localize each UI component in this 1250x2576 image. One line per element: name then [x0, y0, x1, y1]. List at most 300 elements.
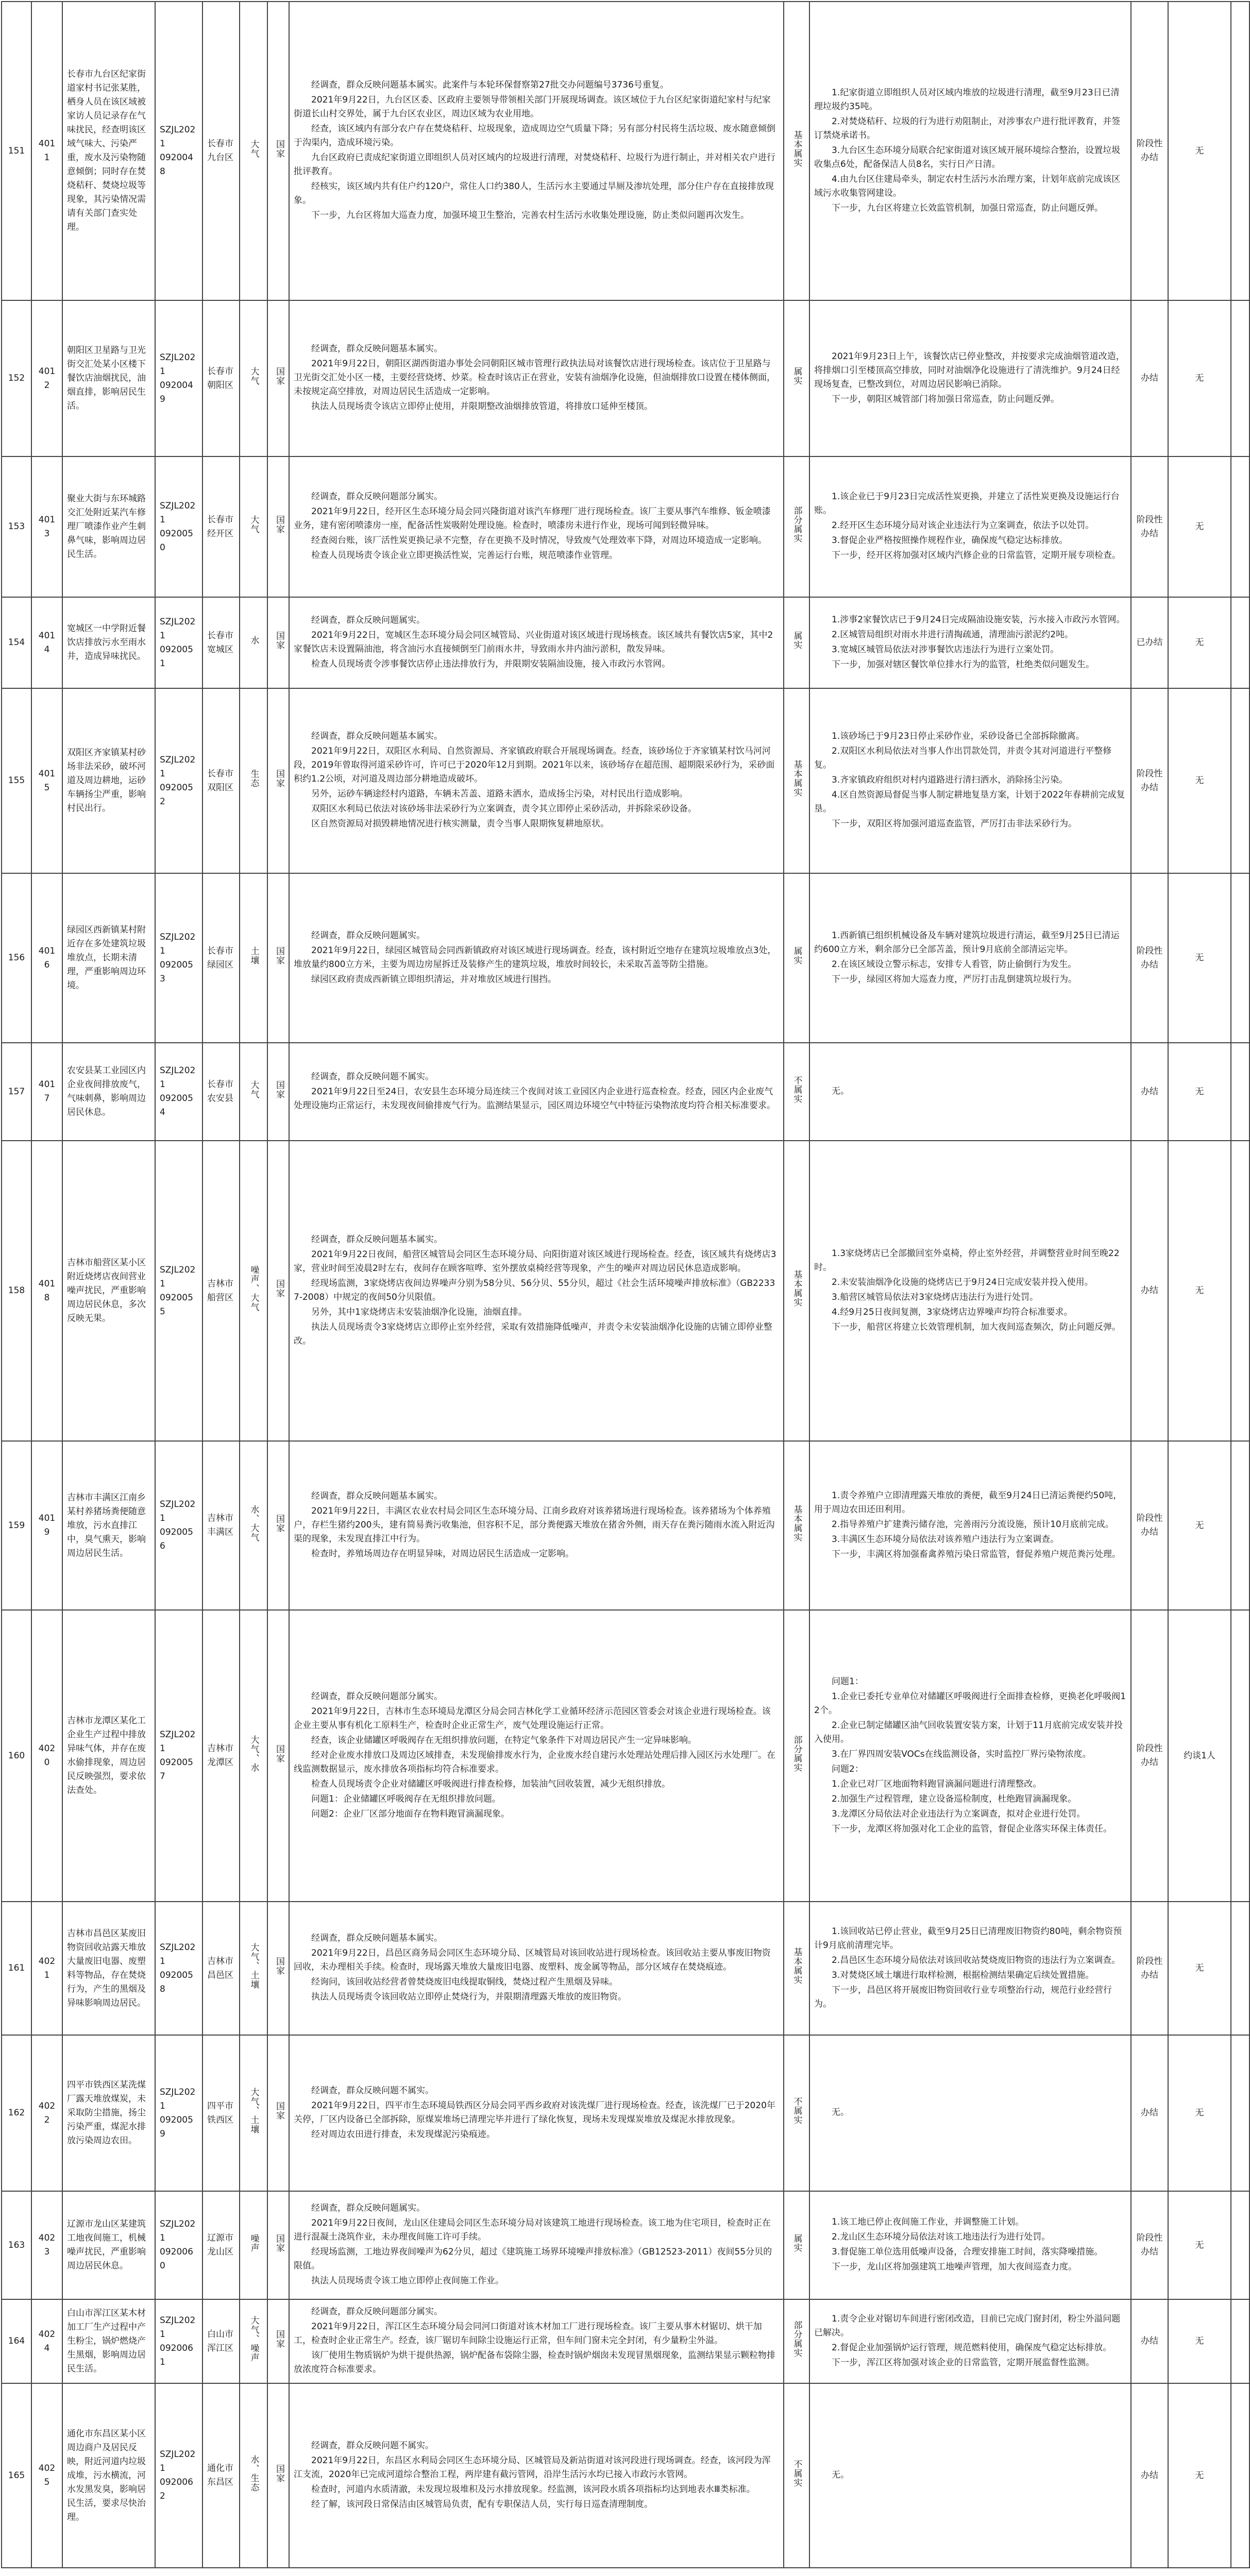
- investigation-text-paragraph: 问题1：企业储罐区呼吸阀存在无组织排放问题。: [311, 1793, 501, 1804]
- investigation-text-paragraph: 经询问，该回收站经营者曾焚烧废旧电线提取铜线，焚烧过程产生黑烟及异味。: [311, 1977, 618, 1987]
- handling-measures-paragraph: 2.对焚烧秸秆、垃圾的行为进行劝阻制止，对涉事农户进行批评教育，并签订禁烧承诺书。: [814, 116, 1121, 141]
- handling-measures-paragraph: 1.该企业已于9月23日完成活性炭更换，并建立了活性炭更换及设施运行台账。: [814, 492, 1120, 516]
- investigation-text-paragraph: 经调查，群众反映问题不属实。: [311, 2085, 434, 2096]
- handling-measures-paragraph: 3.对焚烧区域土壤进行取样检测，根据检测结果确定后续处置措施。: [832, 1970, 1094, 1980]
- pollution-category: [240, 688, 267, 873]
- blank-cell: [1231, 873, 1249, 1043]
- complaint-id: 4012: [31, 300, 62, 456]
- complaint-location: 双阳区齐家镇某村砂场非法采砂，破坏河道及周边耕地，运砂车辆扬尘严重，影响村民出行。: [62, 688, 155, 873]
- handling-measures-paragraph: 无。: [832, 2107, 849, 2117]
- handling-measures-paragraph: 下一步，加强对辖区餐饮单位排水行为的监管，杜绝类似问题发生。: [832, 659, 1094, 670]
- investigation-text-paragraph: 双阳区水利局已依法对该砂场非法采砂行为立案调查，责令其立即停止采砂活动，并拆除采砂设备。: [311, 804, 697, 814]
- verification-result-text: 不属实: [791, 2097, 802, 2125]
- handling-measures-paragraph: 3.九台区生态环境分局联合纪家街道对该区域开展环境综合整治，设置垃圾收集点6处，配备保洁人员8名，实行日产日清。: [814, 145, 1121, 170]
- verification-result: [784, 873, 809, 1043]
- investigation-text: [289, 2383, 784, 2568]
- investigation-text-paragraph: 经调查，群众反映问题基本属实。: [311, 1933, 443, 1943]
- verification-result: [784, 2299, 809, 2383]
- handling-measures: [809, 688, 1131, 873]
- handling-measures-paragraph: 1.该砂场已于9月23日停止采砂作业，采砂设备已全部拆除撤离。: [832, 731, 1085, 741]
- investigation-text: [289, 873, 784, 1043]
- accountability: 无: [1168, 300, 1231, 456]
- investigation-text-paragraph: 该厂使用生物质锅炉为烘干提供热源，锅炉配备布袋除尘器，检查时锅炉烟囱未发现冒黑烟现象，监测结果显示颗粒物排放浓度符合标准要求。: [294, 2350, 775, 2375]
- investigation-text-paragraph: 2021年9月22日，昌邑区商务局会同区生态环境分局、区城管局对该回收站进行现场检查。该回收站主要从事废旧物资回收，未办理相关手续。检查时，现场露天堆放大量废旧电器、废塑料、废金属等物品，部分区域存在焚烧痕迹。: [294, 1948, 771, 1972]
- handling-measures: [809, 873, 1131, 1043]
- investigation-text-paragraph: 2021年9月22日，双阳区水利局、自然资源局、齐家镇政府联合开展现场调查。经查，该砂场位于齐家镇某村饮马河河段，2019年曾取得河道采砂许可，许可已于2020年12月到期。2021年以来，该砂场存在超范围、超期限采砂行为，采砂面积约1.2公顷，对河道及周边部分耕地造成破坏。: [294, 746, 775, 784]
- verification-result-text: 不属实: [791, 1075, 802, 1104]
- investigation-text-paragraph: 2021年9月22日，宽城区生态环境分局会同区城管局、兴业街道对该区域进行现场核查。该区域共有餐饮店5家，其中2家餐饮店未设置隔油池，将含油污水直接倾倒至门前雨水井，导致雨水井内油污淤积，散发异味。: [294, 630, 773, 654]
- handling-status: 阶段性办结: [1131, 2, 1168, 300]
- investigation-text-paragraph: 经调查，群众反映问题不属实。: [311, 1071, 434, 1082]
- complaint-location: 白山市浑江区某木材加工厂生产过程中产生粉尘，锅炉燃烧产生黑烟，影响周边居民生活。: [62, 2299, 155, 2383]
- investigation-text-paragraph: 执法人员现场责令3家烧烤店立即停止室外经营，采取有效措施降低噪声，并责令未安装油烟净化设施的店铺立即停业整改。: [294, 1321, 772, 1346]
- handling-measures-paragraph: 下一步，船营区将建立长效管理机制，加大夜间巡查频次，防止问题反弹。: [832, 1321, 1121, 1332]
- investigation-text-paragraph: 2021年9月22日，九台区区委、区政府主要领导带领相关部门开展现场调查。该区域位于九台区纪家街道纪家村与纪家街道长山村交界处，属于九台区农业区，周边区域为农业用地。: [294, 95, 771, 119]
- verification-result-text: 基本属实: [791, 1504, 802, 1542]
- verification-result: [784, 2, 809, 300]
- pollution-category-text: 水、大气: [248, 1504, 259, 1542]
- complaint-level: [267, 688, 289, 873]
- investigation-text-paragraph: 执法人员现场责令该回收站立即停止焚烧行为，并限期清理露天堆放的废旧物资。: [311, 1992, 627, 2002]
- complaint-location: 宽城区一中学附近餐饮店排放污水至雨水井，造成异味扰民。: [62, 597, 155, 688]
- pollution-category: [240, 2035, 267, 2191]
- complaint-id: 4015: [31, 688, 62, 873]
- table-row: [2, 456, 1249, 597]
- investigation-text-paragraph: 检查人员现场责令涉事餐饮店停止违法排放行为，并限期安装隔油设施，接入市政污水管网。: [311, 658, 670, 669]
- investigation-text-paragraph: 经调查，群众反映问题基本属实。此案件与本轮环保督察第27批交办问题编号3736号重复。: [311, 80, 669, 90]
- accountability: 无: [1168, 456, 1231, 597]
- handling-measures: [809, 2035, 1131, 2191]
- pollution-category-text: 大气: [248, 367, 259, 385]
- complaint-location: 朝阳区卫星路与卫光街交汇处某小区楼下餐饮店油烟扰民，油烟直排，影响居民生活。: [62, 300, 155, 456]
- handling-measures: [809, 1902, 1131, 2035]
- complaint-code: SZJL2021 0920054: [155, 1043, 202, 1141]
- blank-cell: [1231, 1043, 1249, 1141]
- investigation-text-paragraph: 2021年9月22日，朝阳区湖西街道办事处会同朝阳区城市管理行政执法局对该餐饮店进行现场检查。该店位于卫星路与卫光街交汇处小区一楼，主要经营烧烤、炒菜。检查时该店正在营业，安装有油烟净化设施，但油烟排放口设置在楼体侧面，未按规定高空排放，对周边居民生活造成一定影响。: [294, 359, 775, 397]
- handling-measures-paragraph: 下一步，龙山区将加强建筑工地噪声管理，加大夜间巡查力度。: [832, 2262, 1077, 2272]
- handling-measures-paragraph: 2.双阳区水利局依法对当事人作出罚款处罚，并责令其对河道进行平整修复。: [814, 746, 1112, 770]
- admin-area: 长春市九台区: [202, 2, 240, 300]
- handling-measures-paragraph: 下一步，龙潭区将加强对化工企业的监管，督促企业落实环保主体责任。: [832, 1823, 1112, 1834]
- complaint-code: SZJL2021 0920059: [155, 2035, 202, 2191]
- investigation-text: [289, 1902, 784, 2035]
- handling-status: 阶段性办结: [1131, 873, 1168, 1043]
- handling-measures-paragraph: 1.纪家街道立即组织人员对区域内堆放的垃圾进行清理，截至9月23日已清理垃圾约35吨。: [814, 87, 1120, 112]
- complaint-location: 绿园区西新镇某村附近存在多处建筑垃圾堆放点，长期未清理，严重影响周边环境。: [62, 873, 155, 1043]
- handling-measures-paragraph: 3.督促施工单位选用低噪声设备，合理安排施工时间，落实降噪措施。: [832, 2247, 1103, 2257]
- investigation-text-paragraph: 另外，其中1家烧烤店未安装油烟净化设施，油烟直排。: [311, 1307, 527, 1317]
- investigation-text: [289, 456, 784, 597]
- row-number: 157: [2, 1043, 31, 1141]
- verification-result: [784, 456, 809, 597]
- pollution-category-text: 大气: [248, 139, 259, 158]
- table-row: [2, 2191, 1249, 2299]
- handling-measures-paragraph: 1.责令企业对锯切车间进行密闭改造，目前已完成门窗封闭，粉尘外溢问题已解决。: [814, 2313, 1121, 2338]
- admin-area: 白山市浑江区: [202, 2299, 240, 2383]
- table-row: [2, 1902, 1249, 2035]
- investigation-text-paragraph: 2021年9月22日夜间，船营区城管局会同区生态环境分局、向阳街道对该区域进行现场检查。经查，该区域共有烧烤店3家，营业时间至凌晨2时左右，夜间存在顾客喧哗、室外摆放桌椅经营等现象，产生的噪声对周边居民休息造成影响。: [294, 1249, 776, 1274]
- complaint-level-text: 国家: [274, 2330, 284, 2348]
- handling-measures-paragraph: 3.督促企业严格按照操作规程作业，确保废气稳定达标排放。: [832, 535, 1068, 546]
- handling-measures-paragraph: 下一步，经开区将加强对区域内汽修企业的日常监管，定期开展专项检查。: [832, 550, 1121, 561]
- handling-measures: [809, 597, 1131, 688]
- row-number: 151: [2, 2, 31, 300]
- complaint-id: 4019: [31, 1441, 62, 1610]
- admin-area: 长春市农安县: [202, 1043, 240, 1141]
- row-number: 155: [2, 688, 31, 873]
- admin-area: 通化市东昌区: [202, 2383, 240, 2568]
- handling-measures-paragraph: 2.加强生产过程管理，建立设备巡检制度，杜绝跑冒滴漏现象。: [832, 1793, 1077, 1804]
- complaint-code: SZJL2021 0920048: [155, 2, 202, 300]
- verification-result-text: 部分属实: [791, 506, 802, 543]
- blank-cell: [1231, 1902, 1249, 2035]
- complaint-location: 农安县某工业园区内企业夜间排放废气，气味刺鼻，影响周边居民休息。: [62, 1043, 155, 1141]
- complaint-level: [267, 300, 289, 456]
- handling-measures-paragraph: 4.由九台区住建局牵头，制定农村生活污水治理方案，计划年底前完成该区域污水收集管网建设。: [814, 174, 1121, 198]
- investigation-text-paragraph: 执法人员现场责令该工地立即停止夜间施工作业。: [311, 2276, 504, 2286]
- pollution-category: [240, 2299, 267, 2383]
- blank-cell: [1231, 456, 1249, 597]
- verification-result: [784, 1043, 809, 1141]
- complaint-level: [267, 1441, 289, 1610]
- complaint-code: SZJL2021 0920053: [155, 873, 202, 1043]
- investigation-text-paragraph: 下一步，九台区将加大巡查力度，加强环境卫生整治，完善农村生活污水收集处理设施，防止类似问题再次发生。: [311, 210, 749, 221]
- handling-status: 阶段性办结: [1131, 1610, 1168, 1902]
- investigation-text-paragraph: 执法人员现场责令该店立即停止使用，并限期整改油烟排放管道，将排放口延伸至楼顶。: [311, 401, 653, 412]
- admin-area: 长春市宽城区: [202, 597, 240, 688]
- handling-measures-paragraph: 3.船营区城管局依法对3家烧烤店违法行为进行处罚。: [832, 1292, 1039, 1302]
- accountability: 无: [1168, 688, 1231, 873]
- complaint-location: 长春市九台区纪家街道家村书记张某胜，栖身人员在该区域被家访人员记录存在气味扰民，经查明该区域气味大、污染严重，废水及污染物随意倾倒；同时存在焚烧秸秆、焚烧垃圾等现象，其污染情况需请有关部门查实处理。: [62, 2, 155, 300]
- handling-measures-paragraph: 下一步，朝阳区城管部门将加强日常巡查，防止问题反弹。: [832, 394, 1059, 404]
- handling-measures-paragraph: 1.责令养殖户立即清理露天堆放的粪便，截至9月24日已清运粪便约50吨，用于周边农田还田利用。: [814, 1490, 1122, 1515]
- complaint-level-text: 国家: [274, 2102, 284, 2120]
- investigation-text-paragraph: 经对企业废水排放口及周边区域排查，未发现偷排废水行为，企业废水经自建污水处理站处理后排入园区污水处理厂。在线监测数据显示，废水排放各项指标均符合标准要求。: [294, 1750, 775, 1774]
- investigation-text: [289, 300, 784, 456]
- row-number: 164: [2, 2299, 31, 2383]
- row-number: 153: [2, 456, 31, 597]
- verification-result-text: 基本属实: [791, 130, 802, 167]
- complaint-level-text: 国家: [274, 1957, 284, 1975]
- verification-result: [784, 1141, 809, 1441]
- handling-measures-paragraph: 1.西新镇已组织机械设备及车辆对建筑垃圾进行清运，截至9月25日已清运约600立方米，剩余部分已全部苫盖，预计9月底前全部清运完毕。: [814, 930, 1120, 955]
- complaint-table: [1, 1, 1250, 2568]
- pollution-category-text: 噪声: [248, 2233, 259, 2252]
- investigation-text-paragraph: 经调查，群众反映问题不属实。: [311, 2440, 434, 2451]
- pollution-category: [240, 2383, 267, 2568]
- investigation-text-paragraph: 2021年9月22日夜间，龙山区住建局会同区生态环境分局对该建筑工地进行现场检查。该工地为住宅项目，检查时正在进行混凝土浇筑作业，未办理夜间施工许可手续。: [294, 2218, 771, 2242]
- investigation-text-paragraph: 问题2：企业厂区部分地面存在物料跑冒滴漏现象。: [311, 1808, 510, 1819]
- complaint-level-text: 国家: [274, 2233, 284, 2252]
- handling-status: 阶段性办结: [1131, 1902, 1168, 2035]
- row-number: 159: [2, 1441, 31, 1610]
- accountability: 无: [1168, 2191, 1231, 2299]
- complaint-code: SZJL2021 0920055: [155, 1141, 202, 1441]
- complaint-location: 四平市铁西区某洗煤厂露天堆放煤炭，未采取防尘措施，扬尘污染严重，煤泥水排放污染周边农田。: [62, 2035, 155, 2191]
- complaint-level-text: 国家: [274, 946, 284, 965]
- investigation-text-paragraph: 2021年9月22日，绿园区城管局会同西新镇政府对该区域进行现场调查。经查，该村附近空地存在建筑垃圾堆放点3处，堆放量约800立方米，主要为周边房屋拆迁及装修产生的建筑垃圾，堆放时间较长，未采取苫盖等防尘措施。: [294, 945, 776, 970]
- complaint-location: 吉林市丰满区江南乡某村养猪场粪便随意堆放，污水直排江中，臭气熏天，影响周边居民生活。: [62, 1441, 155, 1610]
- complaint-level: [267, 456, 289, 597]
- investigation-text-paragraph: 经调查，群众反映问题基本属实。: [311, 344, 443, 354]
- blank-cell: [1231, 2035, 1249, 2191]
- pollution-category: [240, 2191, 267, 2299]
- handling-measures-paragraph: 2.经开区生态环境分局对该企业违法行为立案调查，依法予以处罚。: [832, 520, 1094, 531]
- blank-cell: [1231, 300, 1249, 456]
- complaint-level: [267, 1141, 289, 1441]
- investigation-text-paragraph: 检查时，养殖场周边存在明显异味，对周边居民生活造成一定影响。: [311, 1548, 574, 1559]
- table-row: [2, 1441, 1249, 1610]
- complaint-id: 4024: [31, 2299, 62, 2383]
- handling-measures-paragraph: 4.区自然资源局督促当事人制定耕地复垦方案，计划于2022年春耕前完成复垦。: [814, 790, 1125, 814]
- complaint-location: 聚业大街与东环城路交汇处附近某汽车修理厂喷漆作业产生刺鼻气味，影响周边居民生活。: [62, 456, 155, 597]
- handling-measures: [809, 300, 1131, 456]
- accountability: 无: [1168, 1043, 1231, 1141]
- investigation-text-paragraph: 经调查，群众反映问题基本属实。: [311, 1490, 443, 1501]
- verification-result: [784, 1902, 809, 2035]
- pollution-category: [240, 1610, 267, 1902]
- investigation-text: [289, 2299, 784, 2383]
- handling-measures-paragraph: 3.宽城区城管局依法对涉事餐饮店违法行为进行立案处罚。: [832, 644, 1059, 655]
- complaint-level: [267, 2, 289, 300]
- table-row: [2, 2299, 1249, 2383]
- investigation-text: [289, 1441, 784, 1610]
- investigation-text-paragraph: 绿园区政府责成西新镇立即组织清运，并对堆放区域进行围挡。: [311, 974, 556, 985]
- accountability: 无: [1168, 873, 1231, 1043]
- investigation-text-paragraph: 经现场监测，工地边界夜间噪声为62分贝，超过《建筑施工场界环境噪声排放标准》（GB12523-2011）夜间55分贝的限值。: [294, 2247, 772, 2271]
- verification-result-text: 属实: [791, 367, 802, 385]
- investigation-text: [289, 1610, 784, 1902]
- complaint-code: SZJL2021 0920056: [155, 1441, 202, 1610]
- blank-cell: [1231, 2191, 1249, 2299]
- investigation-text-paragraph: 经对周边农田进行排查，未发现煤泥污染痕迹。: [311, 2129, 495, 2140]
- verification-result: [784, 597, 809, 688]
- investigation-text-paragraph: 2021年9月22日至24日，农安县生态环境分局连续三个夜间对该工业园区内企业进行巡查检查。经查，园区内企业废气处理设施均正常运行，未发现夜间偷排废气行为。监测结果显示，园区周边环境空气中特征污染物浓度均符合相关标准要求。: [294, 1086, 775, 1111]
- investigation-text-paragraph: 2021年9月22日，吉林市生态环境局龙潭区分局会同吉林化学工业循环经济示范园区管委会对该企业进行现场检查。该企业主要从事有机化工原料生产，检查时企业正常生产，废气处理设施运行正常。: [294, 1706, 771, 1731]
- verification-result: [784, 1610, 809, 1902]
- handling-measures: [809, 1441, 1131, 1610]
- complaint-code: SZJL2021 0920057: [155, 1610, 202, 1902]
- blank-cell: [1231, 1441, 1249, 1610]
- admin-area: 吉林市船营区: [202, 1141, 240, 1441]
- pollution-category: [240, 456, 267, 597]
- handling-status: 阶段性办结: [1131, 688, 1168, 873]
- handling-status: 办结: [1131, 300, 1168, 456]
- complaint-level: [267, 597, 289, 688]
- investigation-text-paragraph: 经查，该企业储罐区呼吸阀存在无组织排放问题，在特定气象条件下对周边居民产生一定异味影响。: [311, 1735, 697, 1745]
- handling-measures-paragraph: 2.未安装油烟净化设施的烧烤店已于9月24日完成安装并投入使用。: [832, 1277, 1093, 1287]
- pollution-category-text: 大气: [248, 1080, 259, 1099]
- pollution-category-text: 大气、噪声: [248, 2316, 259, 2362]
- row-number: 162: [2, 2035, 31, 2191]
- handling-measures: [809, 1043, 1131, 1141]
- blank-cell: [1231, 2, 1249, 300]
- complaint-level-text: 国家: [274, 1279, 284, 1298]
- complaint-id: 4018: [31, 1141, 62, 1441]
- investigation-text: [289, 2, 784, 300]
- complaint-level-text: 国家: [274, 139, 284, 158]
- row-number: 156: [2, 873, 31, 1043]
- verification-result: [784, 2035, 809, 2191]
- verification-result: [784, 688, 809, 873]
- table-row: [2, 2, 1249, 300]
- investigation-text-paragraph: 2021年9月22日，四平市生态环境局铁西区分局会同平西乡政府对该洗煤厂进行现场检查。经查，该洗煤厂已于2020年关停，厂区内设备已全部拆除，原煤炭堆场已清理完毕并进行了绿化恢复，现场未发现煤炭堆放及煤泥水排放现象。: [294, 2100, 775, 2125]
- complaint-location: 吉林市昌邑区某废旧物资回收站露天堆放大量废旧电器、废塑料等物品，存在焚烧行为，产生的黑烟及异味影响周边居民。: [62, 1902, 155, 2035]
- complaint-id: 4023: [31, 2191, 62, 2299]
- admin-area: 长春市经开区: [202, 456, 240, 597]
- investigation-text-paragraph: 经核实，该区域内共有住户约120户，常住人口约380人，生活污水主要通过旱厕及渗坑处理，部分住户存在直接排放现象。: [294, 181, 774, 206]
- pollution-category: [240, 1043, 267, 1141]
- blank-cell: [1231, 597, 1249, 688]
- investigation-text-paragraph: 经调查，群众反映问题属实。: [311, 615, 425, 625]
- investigation-text: [289, 688, 784, 873]
- complaint-id: 4022: [31, 2035, 62, 2191]
- complaint-code: SZJL2021 0920050: [155, 456, 202, 597]
- pollution-category: [240, 1141, 267, 1441]
- handling-measures: [809, 2191, 1131, 2299]
- pollution-category: [240, 1441, 267, 1610]
- handling-measures-paragraph: 3.丰满区生态环境分局依法对该养殖户违法行为立案调查。: [832, 1534, 1059, 1545]
- handling-status: 办结: [1131, 2383, 1168, 2568]
- complaint-id: 4021: [31, 1902, 62, 2035]
- admin-area: 长春市双阳区: [202, 688, 240, 873]
- table-row: [2, 1141, 1249, 1441]
- accountability: 无: [1168, 2299, 1231, 2383]
- handling-measures-paragraph: 4.经9月25日夜间复测，3家烧烤店边界噪声均符合标准要求。: [832, 1307, 1073, 1317]
- handling-measures-paragraph: 2.企业已制定储罐区油气回收装置安装方案，计划于11月底前完成安装并投入使用。: [814, 1720, 1123, 1744]
- handling-measures-paragraph: 1.3家烧烤店已全部撤回室外桌椅，停止室外经营，并调整营业时间至晚22时。: [814, 1248, 1120, 1273]
- handling-measures-paragraph: 问题2：: [832, 1764, 864, 1774]
- investigation-text-paragraph: 2021年9月22日，东昌区水利局会同区生态环境分局、区城管局及新站街道对该河段进行现场调查。经查，该河段为浑江支流，2020年已完成河道综合整治工程，两岸建有截污管网，沿岸生活污水均已接入市政污水管网。: [294, 2455, 771, 2480]
- accountability: 无: [1168, 1141, 1231, 1441]
- verification-result: [784, 1441, 809, 1610]
- handling-measures-paragraph: 3.龙潭区分局依法对企业违法行为立案调查，拟对企业进行处罚。: [832, 1808, 1086, 1819]
- handling-measures: [809, 1610, 1131, 1902]
- row-number: 161: [2, 1902, 31, 2035]
- handling-measures-paragraph: 1.该工地已停止夜间施工作业，并调整施工计划。: [832, 2217, 1024, 2227]
- verification-result-text: 基本属实: [791, 1270, 802, 1307]
- complaint-level-text: 国家: [274, 1080, 284, 1099]
- row-number: 158: [2, 1141, 31, 1441]
- investigation-text-paragraph: 经调查，群众反映问题属实。: [311, 2203, 425, 2213]
- table-row: [2, 597, 1249, 688]
- investigation-text-paragraph: 经调查，群众反映问题部分属实。: [311, 2307, 443, 2317]
- handling-measures-paragraph: 无。: [832, 2469, 849, 2480]
- investigation-text-paragraph: 2021年9月22日，丰满区农业农村局会同区生态环境分局、江南乡政府对该养猪场进行现场检查。该养猪场为个体养殖户，存栏生猪约200头，建有简易粪污收集池，但容积不足，部分粪便露天堆放在猪舍外侧，雨天存在粪污随雨水流入附近沟渠的现象，未发现直排江中行为。: [294, 1505, 775, 1544]
- complaint-level-text: 国家: [274, 1744, 284, 1763]
- investigation-text-paragraph: 2021年9月22日，经开区生态环境分局会同兴隆街道对该汽车修理厂进行现场检查。该厂主要从事汽车维修、钣金喷漆业务，建有密闭喷漆房一座，配备活性炭吸附处理设施。检查时，喷漆房未进行作业，现场可闻到轻微异味。: [294, 506, 771, 531]
- complaint-level: [267, 2191, 289, 2299]
- pollution-category-text: 大气、土壤: [248, 1943, 259, 1989]
- complaint-level-text: 国家: [274, 367, 284, 385]
- handling-measures: [809, 2383, 1131, 2568]
- accountability: 约谈1人: [1168, 1610, 1231, 1902]
- complaint-id: 4014: [31, 597, 62, 688]
- investigation-text-paragraph: 经调查，群众反映问题基本属实。: [311, 1234, 443, 1245]
- verification-result-text: 属实: [791, 946, 802, 965]
- investigation-text-paragraph: 检查人员现场责令企业对储罐区呼吸阀进行排查检修，加装油气回收装置，减少无组织排放。: [311, 1778, 670, 1789]
- investigation-text-paragraph: 检查人员现场责令该企业立即更换活性炭，完善运行台账，规范喷漆作业管理。: [311, 550, 618, 561]
- handling-measures: [809, 2, 1131, 300]
- handling-measures-paragraph: 2.昌邑区生态环境分局依法对该回收站焚烧废旧物资的违法行为立案调查。: [832, 1955, 1121, 1965]
- table-row: [2, 688, 1249, 873]
- handling-measures-paragraph: 下一步，双阳区将加强河道巡查监管，严厉打击非法采砂行为。: [832, 819, 1077, 829]
- complaint-code: SZJL2021 0920062: [155, 2383, 202, 2568]
- investigation-text-paragraph: 经调查，群众反映问题属实。: [311, 930, 425, 941]
- row-number: 163: [2, 2191, 31, 2299]
- investigation-text-paragraph: 经调查，群众反映问题基本属实。: [311, 731, 443, 741]
- complaint-level: [267, 873, 289, 1043]
- handling-measures-paragraph: 无。: [832, 1086, 849, 1096]
- complaint-level-text: 国家: [274, 631, 284, 650]
- pollution-category-text: 水: [248, 636, 259, 645]
- pollution-category-text: 大气: [248, 515, 259, 534]
- handling-measures-paragraph: 问题1：: [832, 1676, 864, 1687]
- row-number: 160: [2, 1610, 31, 1902]
- accountability: 无: [1168, 2035, 1231, 2191]
- table-body: [2, 2, 1249, 2568]
- investigation-text-paragraph: 九台区政府已责成纪家街道立即组织人员对区域内的垃圾进行清理，对焚烧秸秆、垃圾行为进行制止，并对相关农户进行批评教育。: [294, 152, 775, 177]
- pollution-category-text: 土壤: [248, 946, 259, 965]
- investigation-text: [289, 1043, 784, 1141]
- handling-measures-paragraph: 1.该回收站已停止营业，截至9月25日已清理废旧物资约80吨，剩余物资预计9月底前清理完毕。: [814, 1926, 1122, 1951]
- table-row: [2, 300, 1249, 456]
- pollution-category-text: 大气、土壤: [248, 2088, 259, 2134]
- investigation-text: [289, 597, 784, 688]
- admin-area: 长春市绿园区: [202, 873, 240, 1043]
- verification-result: [784, 2191, 809, 2299]
- complaint-location: 吉林市船营区某小区附近烧烤店夜间营业噪声扰民，严重影响周边居民休息，多次反映无果。: [62, 1141, 155, 1441]
- handling-measures-paragraph: 下一步，九台区将建立长效监管机制，加强日常巡查，防止问题反弹。: [832, 202, 1103, 213]
- table-row: [2, 1043, 1249, 1141]
- accountability: 无: [1168, 1441, 1231, 1610]
- investigation-text-paragraph: 区自然资源局对损毁耕地情况进行核实测量，责令当事人限期恢复耕地原状。: [311, 819, 609, 829]
- investigation-text: [289, 2191, 784, 2299]
- verification-result-text: 属实: [791, 631, 802, 650]
- investigation-text-paragraph: 经调查，群众反映问题部分属实。: [311, 492, 443, 502]
- admin-area: 辽源市龙山区: [202, 2191, 240, 2299]
- complaint-id: 4016: [31, 873, 62, 1043]
- admin-area: 吉林市丰满区: [202, 1441, 240, 1610]
- verification-result-text: 不属实: [791, 2459, 802, 2487]
- investigation-text-paragraph: 经了解，该河段日常保洁由区城管局负责，配有专职保洁人员，实行每日巡查清理制度。: [311, 2499, 653, 2510]
- verification-result-text: 属实: [791, 2233, 802, 2252]
- verification-result-text: 基本属实: [791, 1947, 802, 1985]
- complaint-level: [267, 1610, 289, 1902]
- verification-result: [784, 2383, 809, 2568]
- handling-measures-paragraph: 1.企业已委托专业单位对储罐区呼吸阀进行全面排查检修，更换老化呼吸阀12个。: [814, 1691, 1126, 1716]
- verification-result-text: 基本属实: [791, 760, 802, 797]
- verification-result: [784, 300, 809, 456]
- blank-cell: [1231, 688, 1249, 873]
- blank-cell: [1231, 1141, 1249, 1441]
- blank-cell: [1231, 1610, 1249, 1902]
- investigation-text-paragraph: 2021年9月22日，浑江区生态环境分局会同河口街道对该木材加工厂进行现场检查。该厂主要从事木材锯切、烘干加工，检查时企业正常生产。经查，该厂锯切车间除尘设施运行正常，但车间门窗未完全封闭，有少量粉尘外溢。: [294, 2321, 762, 2346]
- handling-status: 已办结: [1131, 597, 1168, 688]
- table-row: [2, 1610, 1249, 1902]
- handling-measures-paragraph: 下一步，昌邑区将开展废旧物资回收行业专项整治行动，规范行业经营行为。: [814, 1985, 1112, 2009]
- pollution-category: [240, 300, 267, 456]
- table-row: [2, 873, 1249, 1043]
- complaint-code: SZJL2021 0920060: [155, 2191, 202, 2299]
- table-row: [2, 2035, 1249, 2191]
- investigation-text: [289, 1141, 784, 1441]
- complaint-code: SZJL2021 0920051: [155, 597, 202, 688]
- investigation-text-paragraph: 经现场监测，3家烧烤店夜间边界噪声分别为58分贝、56分贝、55分贝，超过《社会生活环境噪声排放标准》（GB22337-2008）中规定的夜间50分贝限值。: [294, 1278, 775, 1302]
- investigation-text-paragraph: 经调查，群众反映问题部分属实。: [311, 1691, 443, 1702]
- complaint-code: SZJL2021 0920061: [155, 2299, 202, 2383]
- complaint-code: SZJL2021 0920049: [155, 300, 202, 456]
